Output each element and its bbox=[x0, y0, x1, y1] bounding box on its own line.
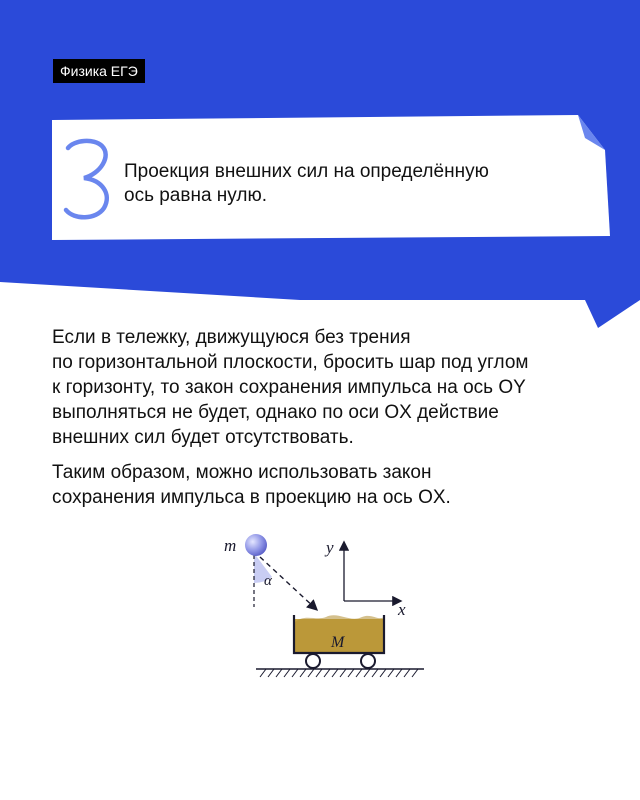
paragraph-1 bbox=[52, 325, 612, 450]
subject-tag: Физика ЕГЭ bbox=[53, 59, 145, 83]
paragraph-line: Таким образом, можно использовать закон bbox=[52, 462, 432, 483]
paragraph-line: внешних сил будет отсутствовать. bbox=[52, 427, 354, 448]
axis-x-label: x bbox=[398, 600, 406, 619]
card-number bbox=[60, 136, 116, 222]
paragraph-line: к горизонту, то закон сохранения импульса на ось OY bbox=[52, 377, 526, 398]
body-text bbox=[52, 325, 612, 510]
cart-wheel-right bbox=[361, 654, 375, 668]
ball bbox=[245, 534, 267, 556]
paragraph-2 bbox=[52, 460, 612, 510]
angle-label: α bbox=[264, 573, 272, 589]
paragraph-line: сохранения импульса в проекцию на ось OX. bbox=[52, 487, 451, 508]
paragraph-line: по горизонтальной плоскости, бросить шар под углом bbox=[52, 352, 529, 373]
ground-hatching bbox=[260, 669, 418, 677]
card-text bbox=[124, 160, 564, 208]
paragraph-line: Если в тележку, движущуюся без трения bbox=[52, 327, 411, 348]
card-text-line: ось равна нулю. bbox=[124, 185, 268, 206]
axis-y-label: y bbox=[326, 538, 334, 557]
cart-wheel-left bbox=[306, 654, 320, 668]
physics-diagram bbox=[220, 525, 440, 690]
paragraph-line: выполняться не будет, однако по оси OX действие bbox=[52, 402, 499, 423]
ball-label: m bbox=[224, 536, 237, 555]
cart-label: M bbox=[331, 634, 345, 651]
card-text-line: Проекция внешних сил на определённую bbox=[124, 161, 489, 182]
